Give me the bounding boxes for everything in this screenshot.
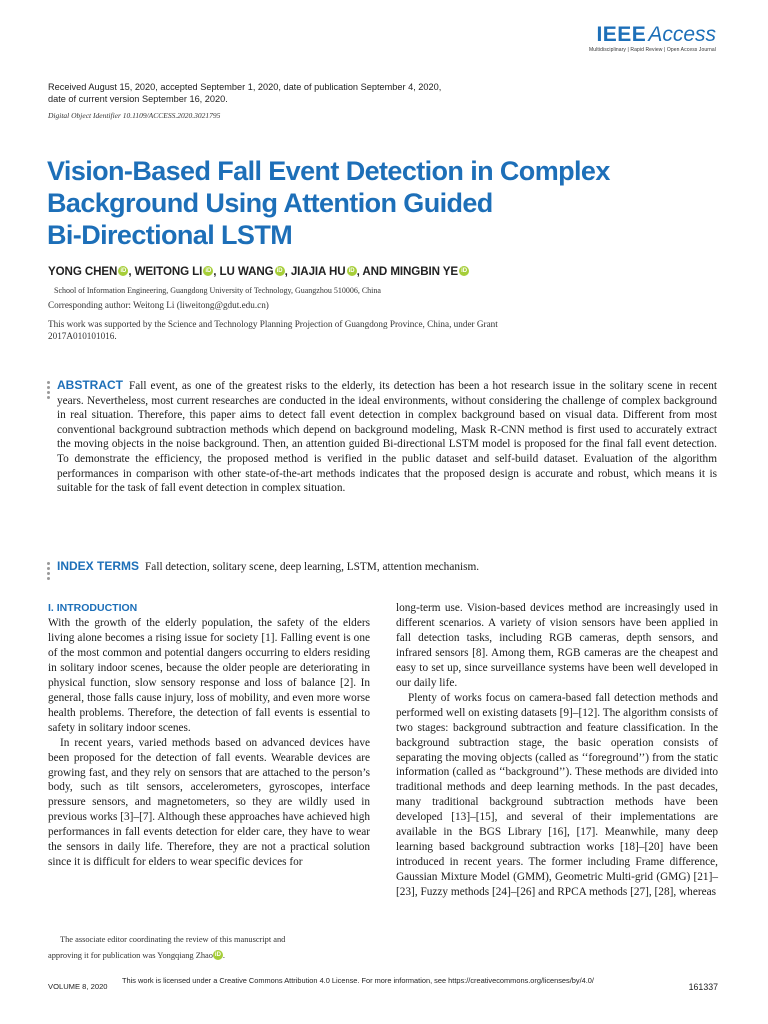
corresponding-author: Corresponding author: Weitong Li (liweitong@gdut.edu.cn) — [48, 300, 269, 310]
body-paragraph: In recent years, varied methods based on advanced devices have been proposed for the detection of fall events. Wearable devices are growing fast, and they rely on sensors that are attached to the person’s body, such as tilt sensors, accelerometers, gyroscopes, interface pressure sensors, and magnetometers, so they are wildly used in previous works [3]–[7]. Although these approaches have achieved high performances in fall events detection for elder care, they have to wear the sensors in daily life. Therefore, they are not a practical solution since it is difficult for elders to wear specific devices for — [48, 736, 370, 869]
author-name: LU WANG — [219, 265, 274, 278]
body-column-right — [396, 601, 718, 900]
abstract-label: ABSTRACT — [57, 378, 123, 392]
index-terms-label: INDEX TERMS — [57, 559, 140, 573]
logo-access: Access — [648, 23, 716, 46]
orcid-icon[interactable]: iD — [459, 266, 469, 276]
body-paragraph: long-term use. Vision-based devices method are increasingly used in different scenarios. A variety of vision sensors have been applied in fall detection tasks, including RGB cameras, depth sensors, and infrared sensors [8]. Among them, RGB cameras are the cheapest and easy to set up, since surveillance systems have been well developed in our daily life. — [396, 602, 718, 689]
orcid-icon[interactable]: iD — [347, 266, 357, 276]
author-name: JIAJIA HU — [290, 265, 346, 278]
abstract-text: Fall event, as one of the greatest risks to the elderly, its detection has been a hot research issue in the solitary scene in recent years. Nevertheless, most current researches are conducted in the ideal environments, without considering the challenge of complex background in real situation. Therefore, this paper aims to detect fall event detection in complex background based on visual data. Different from most conventional background subtraction methods which depend on background modeling, Mask R-CNN method is first used to accurately extract the moving objects in the noise background. Then, an attention guided Bi-directional LSTM model is proposed for the final fall event detection. To demonstrate the efficiency, the proposed method is verified in the public dataset and self-build dataset. Evaluation of the algorithm performances in comparison with other state-of-the-art methods indicates that the proposed design is accurate and robust, which means it is suitable for the task of fall event detection in complex situation. — [57, 380, 717, 495]
orcid-icon[interactable]: iD — [275, 266, 285, 276]
title-line2: Background Using Attention Guided — [47, 188, 493, 218]
editor-footnote — [48, 932, 370, 964]
abstract — [57, 378, 717, 496]
title-line3: Bi-Directional LSTM — [47, 220, 293, 250]
page-number: 161337 — [688, 982, 718, 992]
funding-note: This work was supported by the Science and Technology Planning Projection of Guangdong Province, China, under Grant 2017A010101016. — [48, 319, 498, 341]
body-paragraph: Plenty of works focus on camera-based fall detection methods and performed well on existing datasets [9]–[12]. The algorithm consists of two stages: background subtraction and feature classification. In the background subtraction stage, the basic operation consists of separating the moving objects (called as ‘‘foreground’’) from the static information (called as ‘‘background’’). These methods are divided into traditional methods and deep learning methods. In the past decades, many traditional background subtraction methods have been developed [13]–[15], and several of their implementations are available in the BGS Library [16], [17]. Meanwhile, many deep learning based background subtraction works [18]–[20] have been introduced in recent years. The former including Frame difference, Gaussian Mixture Model (GMM), Geometric Multi-grid (GMG) [21]–[23], Fuzzy methods [24]–[26] and RPCA methods [27], [28], whereas — [396, 691, 718, 899]
orcid-icon[interactable]: iD — [203, 266, 213, 276]
footnote-line2: approving it for publication was Yongqiang Zhao iD . — [48, 951, 226, 960]
author-name: WEITONG LI — [134, 265, 203, 278]
body-paragraph: With the growth of the elderly population, the safety of the elders living alone becomes a rising issue for society [1]. Falling event is one of the most common and potential dangers occurring to elders residing in solitary indoor scenes, because the older people are deteriorating in physical function, slow sensory response and loss of balance [2]. In general, those falls cause injury, loss of mobility, and even more worse health problems. Therefore, the detection of fall events is essential to safety in solitary indoor scenes. — [48, 617, 370, 734]
footnote-line1: The associate editor coordinating the review of this manuscript and — [60, 935, 286, 944]
doi: Digital Object Identifier 10.1109/ACCESS.2020.3021795 — [48, 111, 221, 120]
publication-dates — [48, 81, 441, 105]
publication-dates-line1: Received August 15, 2020, accepted September 1, 2020, date of publication September 4, 2020, — [48, 82, 442, 92]
journal-tagline: Multidisciplinary | Rapid Review | Open Access Journal — [589, 47, 716, 53]
author-separator: , — [284, 265, 291, 278]
author-separator: , AND — [356, 265, 391, 278]
author-separator: , — [128, 265, 135, 278]
body-column-left — [48, 601, 370, 870]
footnote-line2-text: approving it for publication was Yongqiang Zhao — [48, 951, 213, 960]
author-name: MINGBIN YE — [390, 265, 459, 278]
orcid-icon[interactable]: iD — [214, 952, 221, 958]
index-terms-text: Fall detection, solitary scene, deep learning, LSTM, attention mechanism. — [145, 561, 480, 573]
index-terms — [57, 559, 717, 575]
author-separator: , — [213, 265, 220, 278]
author-list — [48, 265, 469, 278]
index-terms-dots-icon — [47, 562, 50, 582]
orcid-icon[interactable]: iD — [118, 266, 128, 276]
publication-dates-line2: date of current version September 16, 2020. — [48, 94, 228, 104]
section-heading: I. INTRODUCTION — [48, 602, 138, 614]
affiliation: School of Information Engineering, Guangdong University of Technology, Guangzhou 510006, China — [54, 286, 381, 295]
journal-brand — [589, 24, 716, 53]
paper-title — [47, 155, 687, 251]
title-line1: Vision-Based Fall Event Detection in Complex — [47, 156, 610, 186]
volume-label: VOLUME 8, 2020 — [48, 982, 108, 991]
journal-logo — [589, 24, 716, 46]
logo-ieee: IEEE — [596, 23, 647, 46]
license-note: This work is licensed under a Creative Commons Attribution 4.0 License. For more information, see https://creativecommons.org/licenses/by/4.0/ — [122, 976, 594, 985]
abstract-dots-icon — [47, 381, 50, 401]
author-name: YONG CHEN — [48, 265, 118, 278]
